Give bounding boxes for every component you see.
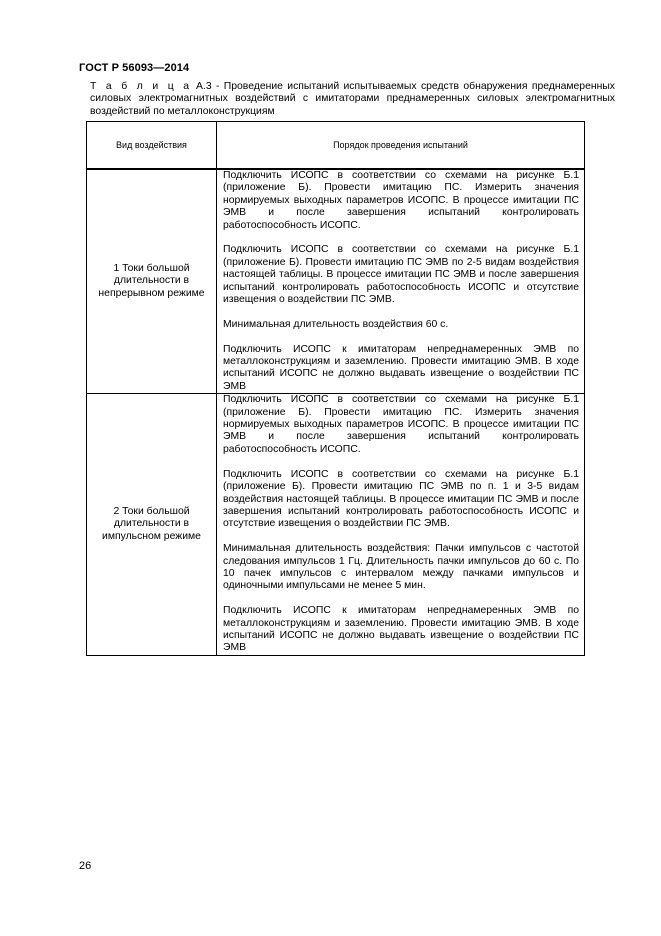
table-header-row — [87, 122, 585, 170]
table-row — [87, 394, 585, 655]
procedure-paragraph: Подключить ИСОПС к имитаторам непреднамеренных ЭМВ по металлоконструкциям и заземлению. Провести имитацию ЭМВ. В ходе испытаний ИСОПС не должно выдавать извещение о воздействии ПС ЭМВ — [223, 343, 579, 392]
page-number: 26 — [79, 860, 92, 872]
procedure-paragraph: Минимальная длительность воздействия 60 с. — [223, 318, 449, 330]
row-procedure-cell — [217, 169, 585, 394]
table-caption — [90, 81, 615, 118]
procedure-paragraph: Минимальная длительность воздействия: Пачки импульсов с частотой следования импульсов 1 Гц. Длительность пачки импульсов до 60 с. По 10 пачек импульсов с интервалом между пачками импульсов и одиночными импульсами не менее 5 мин. — [223, 543, 579, 592]
procedure-paragraph: Подключить ИСОПС в соответствии со схемами на рисунке Б.1 (приложение Б). Провести имитацию ПС ЭМВ по 2-5 видам воздействия настоящей таблицы. В процессе имитации ПС ЭМВ и после завершения испытаний контролировать работоспособность ИСОПС и отсутствие извещения о воздействии ПС ЭМВ. — [223, 244, 579, 306]
procedure-paragraph: Подключить ИСОПС в соответствии со схемами на рисунке Б.1 (приложение Б). Провести имитацию ПС. Измерить значения нормируемых выходных параметров ИСОПС. В процессе имитации ПС ЭМВ и после завершения испытаний контролировать работоспособность ИСОПС. — [223, 394, 579, 455]
row-kind-cell: 2 Токи большой длительности в импульсном режиме — [87, 394, 217, 655]
row-procedure-cell — [217, 394, 585, 655]
procedure-paragraph: Подключить ИСОПС в соответствии со схемами на рисунке Б.1 (приложение Б). Провести имитацию ПС ЭМВ по п. 1 и 3-5 видам воздействия настоящей таблицы. В процессе имитации ПС ЭМВ и после завершения испытаний контролировать работоспособность ИСОПС и отсутствие извещения о воздействии ПС ЭМВ. — [223, 468, 579, 530]
row-kind-cell: 1 Токи большой длительности в непрерывном режиме — [87, 169, 217, 394]
procedure-paragraph: Подключить ИСОПС к имитаторам непреднамеренных ЭМВ по металлоконструкциям и заземлению. Провести имитацию ЭМВ. В ходе испытаний ИСОПС не должно выдавать извещение о воздействии ПС ЭМВ — [223, 605, 579, 654]
table-caption-label: Т а б л и ц а — [90, 81, 192, 92]
procedure-paragraph: Подключить ИСОПС в соответствии со схемами на рисунке Б.1 (приложение Б). Провести имитацию ПС. Измерить значения нормируемых выходных параметров ИСОПС. В процессе имитации ПС ЭМВ и после завершения испытаний контролировать работоспособность ИСОПС. — [223, 170, 579, 231]
document-standard-header: ГОСТ Р 56093—2014 — [79, 62, 190, 74]
header-procedure: Порядок проведения испытаний — [217, 122, 585, 170]
test-procedure-table — [86, 121, 585, 656]
table-row — [87, 169, 585, 394]
header-kind: Вид воздействия — [87, 122, 217, 170]
table-caption-text: А.3 - Проведение испытаний испытываемых средств обнаружения преднамеренных силовых электромагнитных воздействий с имитаторами преднамеренных силовых электромагнитных воздействий по металлоконструкциям — [90, 81, 615, 117]
